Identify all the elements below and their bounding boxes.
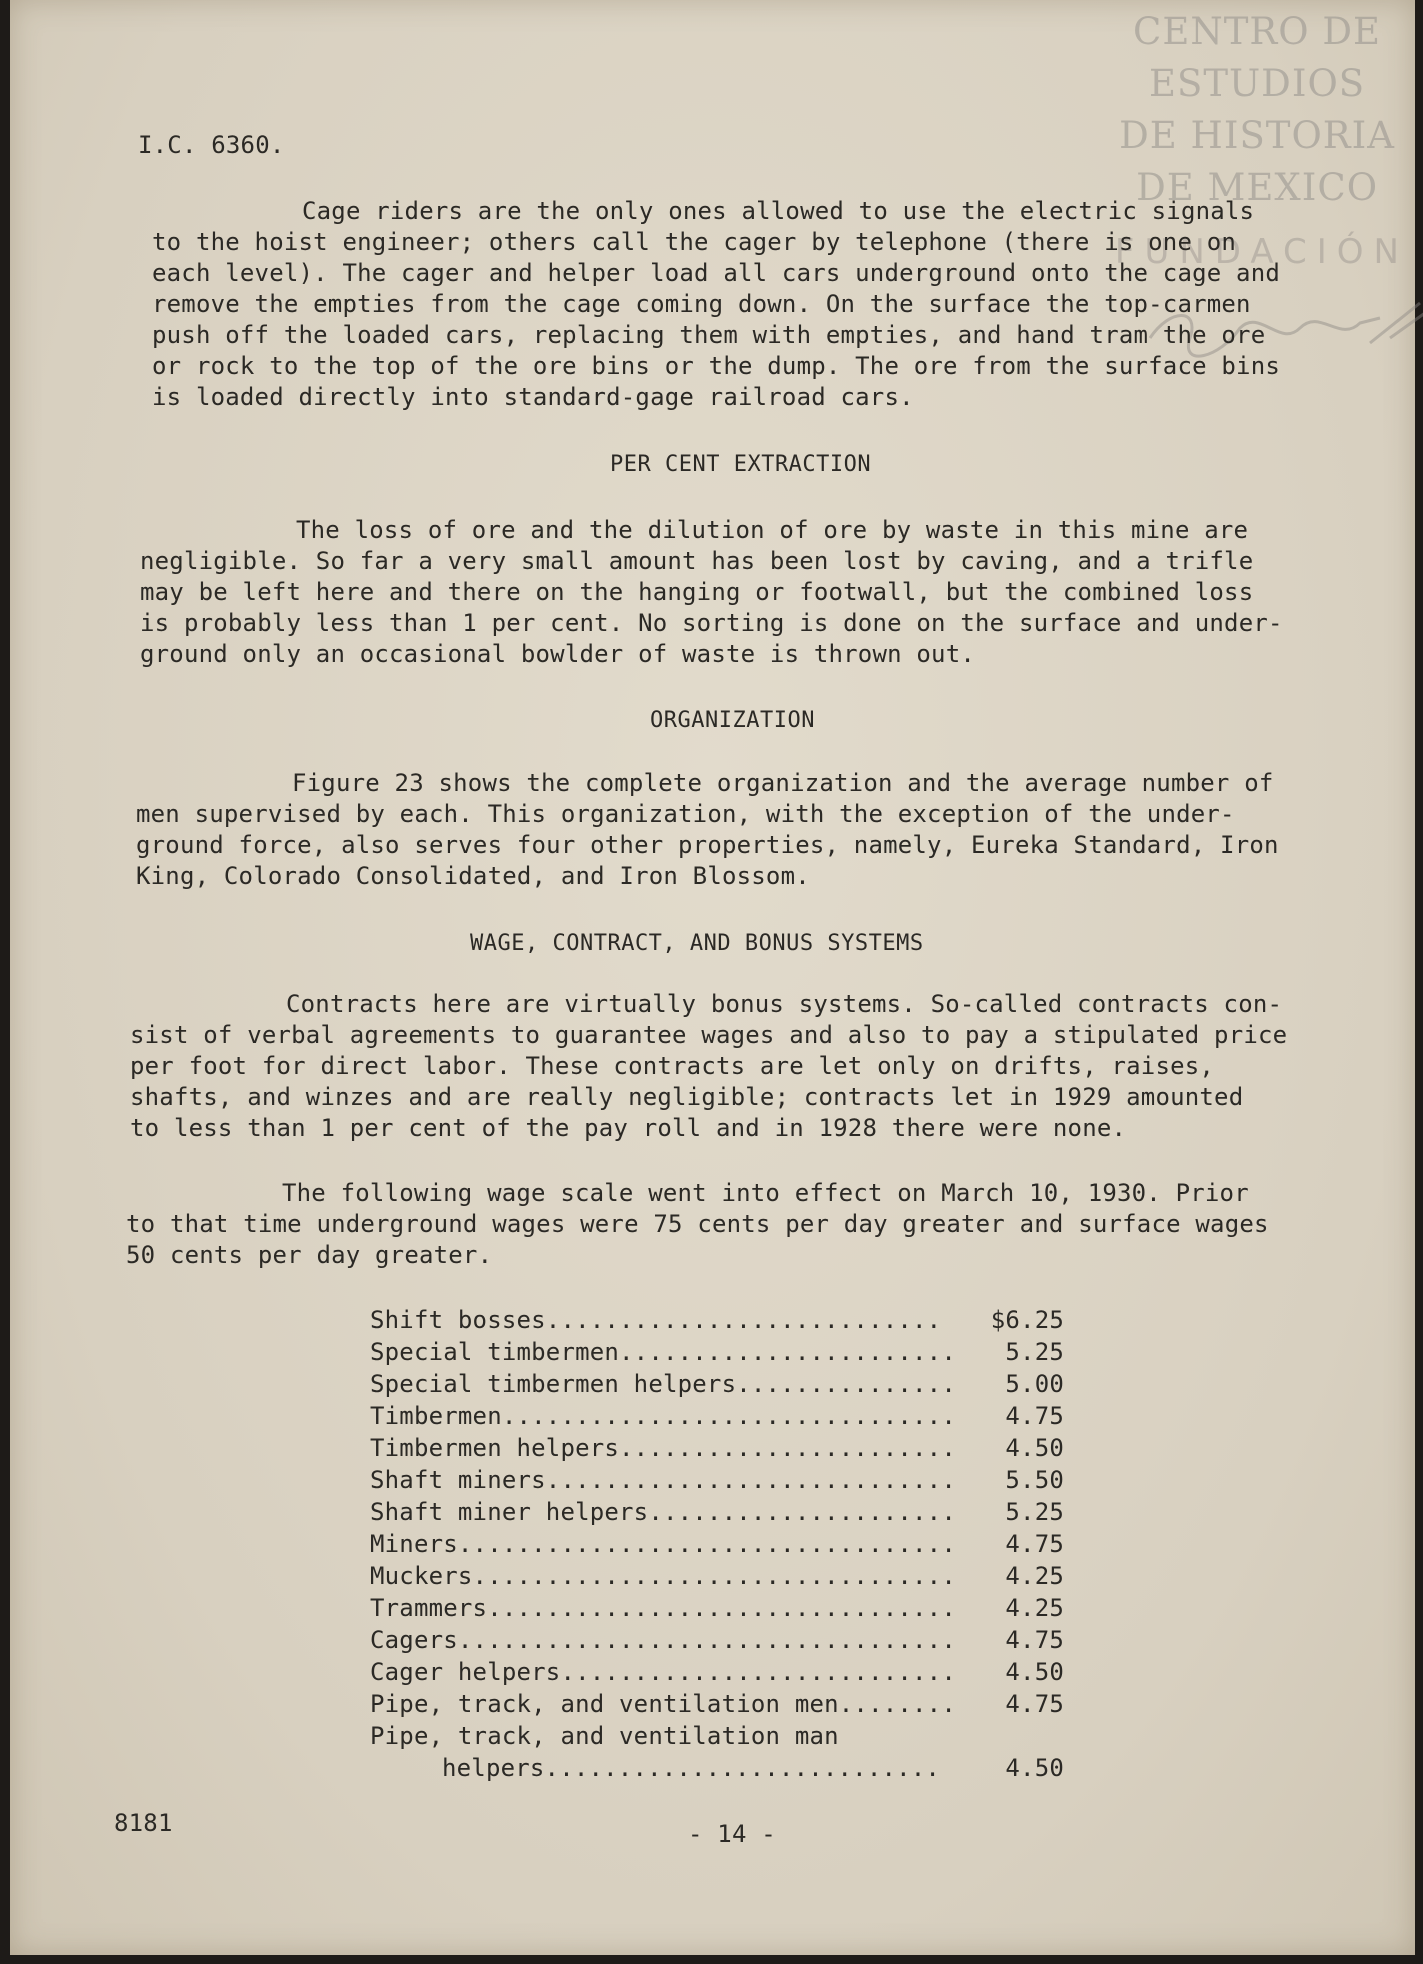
wage-row — [370, 1656, 1064, 1688]
wage-rate: 5.25 — [1005, 1498, 1064, 1526]
text-line: Contracts here are virtually bonus systems. So-called contracts con- — [286, 990, 1283, 1018]
wage-label: Miners.................................. — [370, 1530, 956, 1558]
text-line: Figure 23 shows the complete organization and the average number of — [292, 769, 1274, 797]
wage-rate: 4.75 — [1005, 1402, 1064, 1430]
text-line: to the hoist engineer; others call the cager by telephone (there is one on — [152, 228, 1237, 256]
wage-row — [370, 1336, 1064, 1368]
wage-rate: 5.00 — [1005, 1370, 1064, 1398]
wage-row — [370, 1688, 1064, 1720]
wage-label: Cagers.................................. — [370, 1626, 956, 1654]
wage-row — [370, 1368, 1064, 1400]
wage-rate: 4.50 — [1005, 1754, 1064, 1782]
wage-rate: $6.25 — [990, 1306, 1064, 1334]
wage-rate: 4.25 — [1005, 1562, 1064, 1590]
wage-row — [370, 1496, 1064, 1528]
wage-label: Pipe, track, and ventilation men........ — [370, 1690, 956, 1718]
wage-label: Shift bosses........................... — [370, 1306, 942, 1334]
heading-organization: ORGANIZATION — [650, 708, 815, 733]
text-line: Cage riders are the only ones allowed to use the electric signals — [302, 197, 1255, 225]
text-line: to that time underground wages were 75 cents per day greater and surface wages — [126, 1210, 1269, 1238]
page-number: - 14 - — [688, 1820, 776, 1848]
paragraph-extraction — [140, 515, 1283, 670]
text-line: sist of verbal agreements to guarantee wages and also to pay a stipulated price — [130, 1021, 1288, 1049]
text-line: ground force, also serves four other properties, namely, Eureka Standard, Iron — [136, 831, 1279, 859]
heading-per-cent-extraction: PER CENT EXTRACTION — [610, 452, 872, 477]
footer-number: 8181 — [114, 1809, 173, 1837]
text-line: The following wage scale went into effect on March 10, 1930. Prior — [282, 1179, 1249, 1207]
wage-rate: 4.75 — [1005, 1530, 1064, 1558]
text-line: or rock to the top of the ore bins or the dump. The ore from the surface bins — [152, 352, 1280, 380]
text-line: 50 cents per day greater. — [126, 1241, 493, 1269]
wage-rate: 4.50 — [1005, 1658, 1064, 1686]
wage-row — [370, 1752, 1064, 1784]
wage-label: Timbermen............................... — [370, 1402, 956, 1430]
stamp-foundation: FUNDACIÓN — [1114, 232, 1409, 272]
wage-label: Muckers................................. — [370, 1562, 956, 1590]
text-line: to less than 1 per cent of the pay roll and in 1928 there were none. — [130, 1114, 1127, 1142]
wage-label: Trammers................................ — [370, 1594, 956, 1622]
text-line: each level). The cager and helper load all cars underground onto the cage and — [152, 259, 1280, 287]
text-line: ground only an occasional bowlder of waste is thrown out. — [140, 640, 976, 668]
text-line: men supervised by each. This organization, with the exception of the under- — [136, 800, 1235, 828]
archive-stamp — [1119, 6, 1395, 214]
document-id: I.C. 6360. — [138, 131, 285, 159]
wage-row — [370, 1432, 1064, 1464]
text-line: shafts, and winzes and are really negligible; contracts let in 1929 amounted — [130, 1083, 1244, 1111]
text-line: per foot for direct labor. These contracts are let only on drifts, raises, — [130, 1052, 1215, 1080]
heading-wage-contract-bonus: WAGE, CONTRACT, AND BONUS SYSTEMS — [470, 931, 924, 956]
text-line: may be left here and there on the hanging or footwall, but the combined loss — [140, 578, 1254, 606]
wage-row — [370, 1560, 1064, 1592]
wage-label: Shaft miners............................ — [370, 1466, 956, 1494]
wage-label-cont: helpers........................... — [442, 1754, 941, 1782]
stamp-line: DE HISTORIA — [1119, 114, 1395, 157]
wage-label: Pipe, track, and ventilation man — [370, 1722, 839, 1750]
wage-rate: 4.75 — [1005, 1690, 1064, 1718]
wage-rate: 5.25 — [1005, 1338, 1064, 1366]
wage-row — [370, 1592, 1064, 1624]
text-line: push off the loaded cars, replacing them with empties, and hand tram the ore — [152, 321, 1266, 349]
wage-row — [370, 1464, 1064, 1496]
text-line: negligible. So far a very small amount has been lost by caving, and a trifle — [140, 547, 1254, 575]
stamp-line: ESTUDIOS — [1148, 62, 1366, 105]
document-page — [10, 0, 1415, 1955]
text-line: King, Colorado Consolidated, and Iron Blossom. — [136, 862, 810, 890]
paragraph-cage-riders — [152, 196, 1280, 413]
wage-row — [370, 1304, 1064, 1336]
wage-label: Shaft miner helpers..................... — [370, 1498, 956, 1526]
paragraph-contracts — [130, 989, 1287, 1144]
stamp-line: CENTRO DE — [1133, 10, 1382, 53]
wage-table — [370, 1304, 1064, 1784]
text-line: remove the empties from the cage coming down. On the surface the top-carmen — [152, 290, 1251, 318]
stamp-line: DE MEXICO — [1136, 166, 1379, 209]
wage-label: Special timbermen helpers............... — [370, 1370, 956, 1398]
wage-row — [370, 1624, 1064, 1656]
paragraph-organization — [136, 768, 1279, 892]
wage-row — [370, 1400, 1064, 1432]
wage-row — [370, 1720, 1064, 1752]
text-line: is loaded directly into standard-gage railroad cars. — [152, 383, 914, 411]
text-line: The loss of ore and the dilution of ore by waste in this mine are — [296, 516, 1249, 544]
wage-rate: 4.75 — [1005, 1626, 1064, 1654]
paragraph-wage-scale — [126, 1178, 1269, 1271]
wage-row — [370, 1528, 1064, 1560]
wage-label-cont-wrap — [370, 1752, 990, 1784]
wage-rate-empty — [990, 1720, 1064, 1752]
wage-label: Timbermen helpers....................... — [370, 1434, 956, 1462]
wage-rate: 4.50 — [1005, 1434, 1064, 1462]
text-line: is probably less than 1 per cent. No sorting is done on the surface and under- — [140, 609, 1283, 637]
wage-label: Cager helpers........................... — [370, 1658, 956, 1686]
wage-rate: 4.25 — [1005, 1594, 1064, 1622]
wage-rate: 5.50 — [1005, 1466, 1064, 1494]
wage-label: Special timbermen....................... — [370, 1338, 956, 1366]
